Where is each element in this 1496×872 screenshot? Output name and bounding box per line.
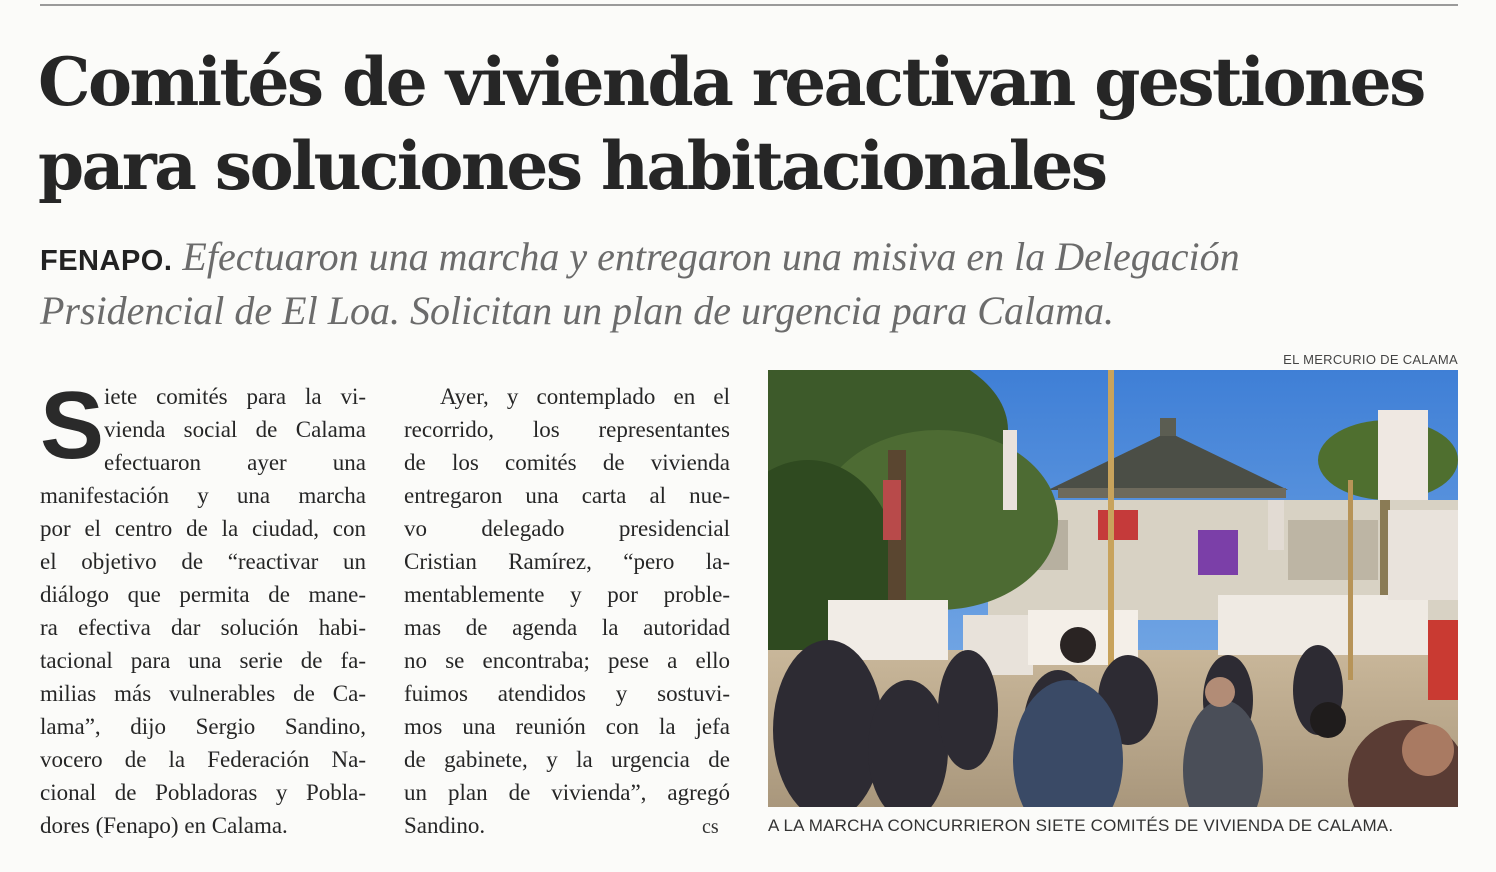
body-line: no se encontraba; pese a ello xyxy=(404,648,730,673)
body-line: Sandino. xyxy=(404,813,486,838)
photo-credit: EL MERCURIO DE CALAMA xyxy=(1283,352,1458,367)
kicker: FENAPO. xyxy=(40,245,173,277)
body-line: fuimos atendidos y sostuvi- xyxy=(404,681,730,706)
body-line: manifestación y una marcha xyxy=(40,483,366,508)
body-line: recorrido, los representantes xyxy=(404,417,730,442)
body-line: efectuaron ayer una xyxy=(104,450,366,475)
body-line: tacional para una serie de fa- xyxy=(40,648,366,673)
deck-line: Prsidencial de El Loa. Solicitan un plan de urgencia para Calama. xyxy=(40,288,1114,333)
headline-line: Comités de vivienda reactivan gestiones xyxy=(38,43,1424,121)
body-line: un plan de vivienda”, agregó xyxy=(404,780,730,805)
body-line: dores (Fenapo) en Calama. xyxy=(40,813,288,838)
body-line: mas de agenda la autoridad xyxy=(404,615,730,640)
body-line: de gabinete, y la urgencia de xyxy=(404,747,730,772)
deck-text: Efectuaron una marcha y entregaron una misiva en la Delegación xyxy=(182,234,1240,279)
body-line: vo delegado presidencial xyxy=(404,516,730,541)
body-line: el objetivo de “reactivar un xyxy=(40,549,366,574)
drop-cap: S xyxy=(40,372,105,479)
deck xyxy=(40,232,1460,336)
body-line: diálogo que permita de mane- xyxy=(40,582,366,607)
body-line: cional de Pobladoras y Pobla- xyxy=(40,780,366,805)
body-column-2 xyxy=(404,380,730,842)
body-column-1 xyxy=(40,372,366,842)
photo-caption: A LA MARCHA CONCURRIERON SIETE COMITÉS DE VIVIENDA DE CALAMA. xyxy=(768,816,1394,835)
body-line: mentablemente y por proble- xyxy=(404,582,730,607)
deck-line xyxy=(40,232,1460,286)
body-line: Cristian Ramírez, “pero la- xyxy=(404,549,730,574)
end-mark: cs xyxy=(702,816,719,838)
body-line: iete comités para la vi- xyxy=(104,384,366,409)
body-line: lama”, dijo Sergio Sandino, xyxy=(40,714,366,739)
body-line: ra efectiva dar solución habi- xyxy=(40,615,366,640)
headline xyxy=(38,40,1478,208)
body-line: vienda social de Calama xyxy=(104,417,366,442)
body-line: vocero de la Federación Na- xyxy=(40,747,366,772)
body-line: de los comités de vivienda xyxy=(404,450,730,475)
article-photo xyxy=(768,370,1458,807)
body-line: Ayer, y contemplado en el xyxy=(440,384,730,409)
body-line: milias más vulnerables de Ca- xyxy=(40,681,366,706)
body-line: entregaron una carta al nue- xyxy=(404,483,730,508)
body-line: mos una reunión con la jefa xyxy=(404,714,730,739)
top-rule xyxy=(40,4,1458,6)
headline-line: para soluciones habitacionales xyxy=(38,127,1106,205)
body-line: por el centro de la ciudad, con xyxy=(40,516,366,541)
